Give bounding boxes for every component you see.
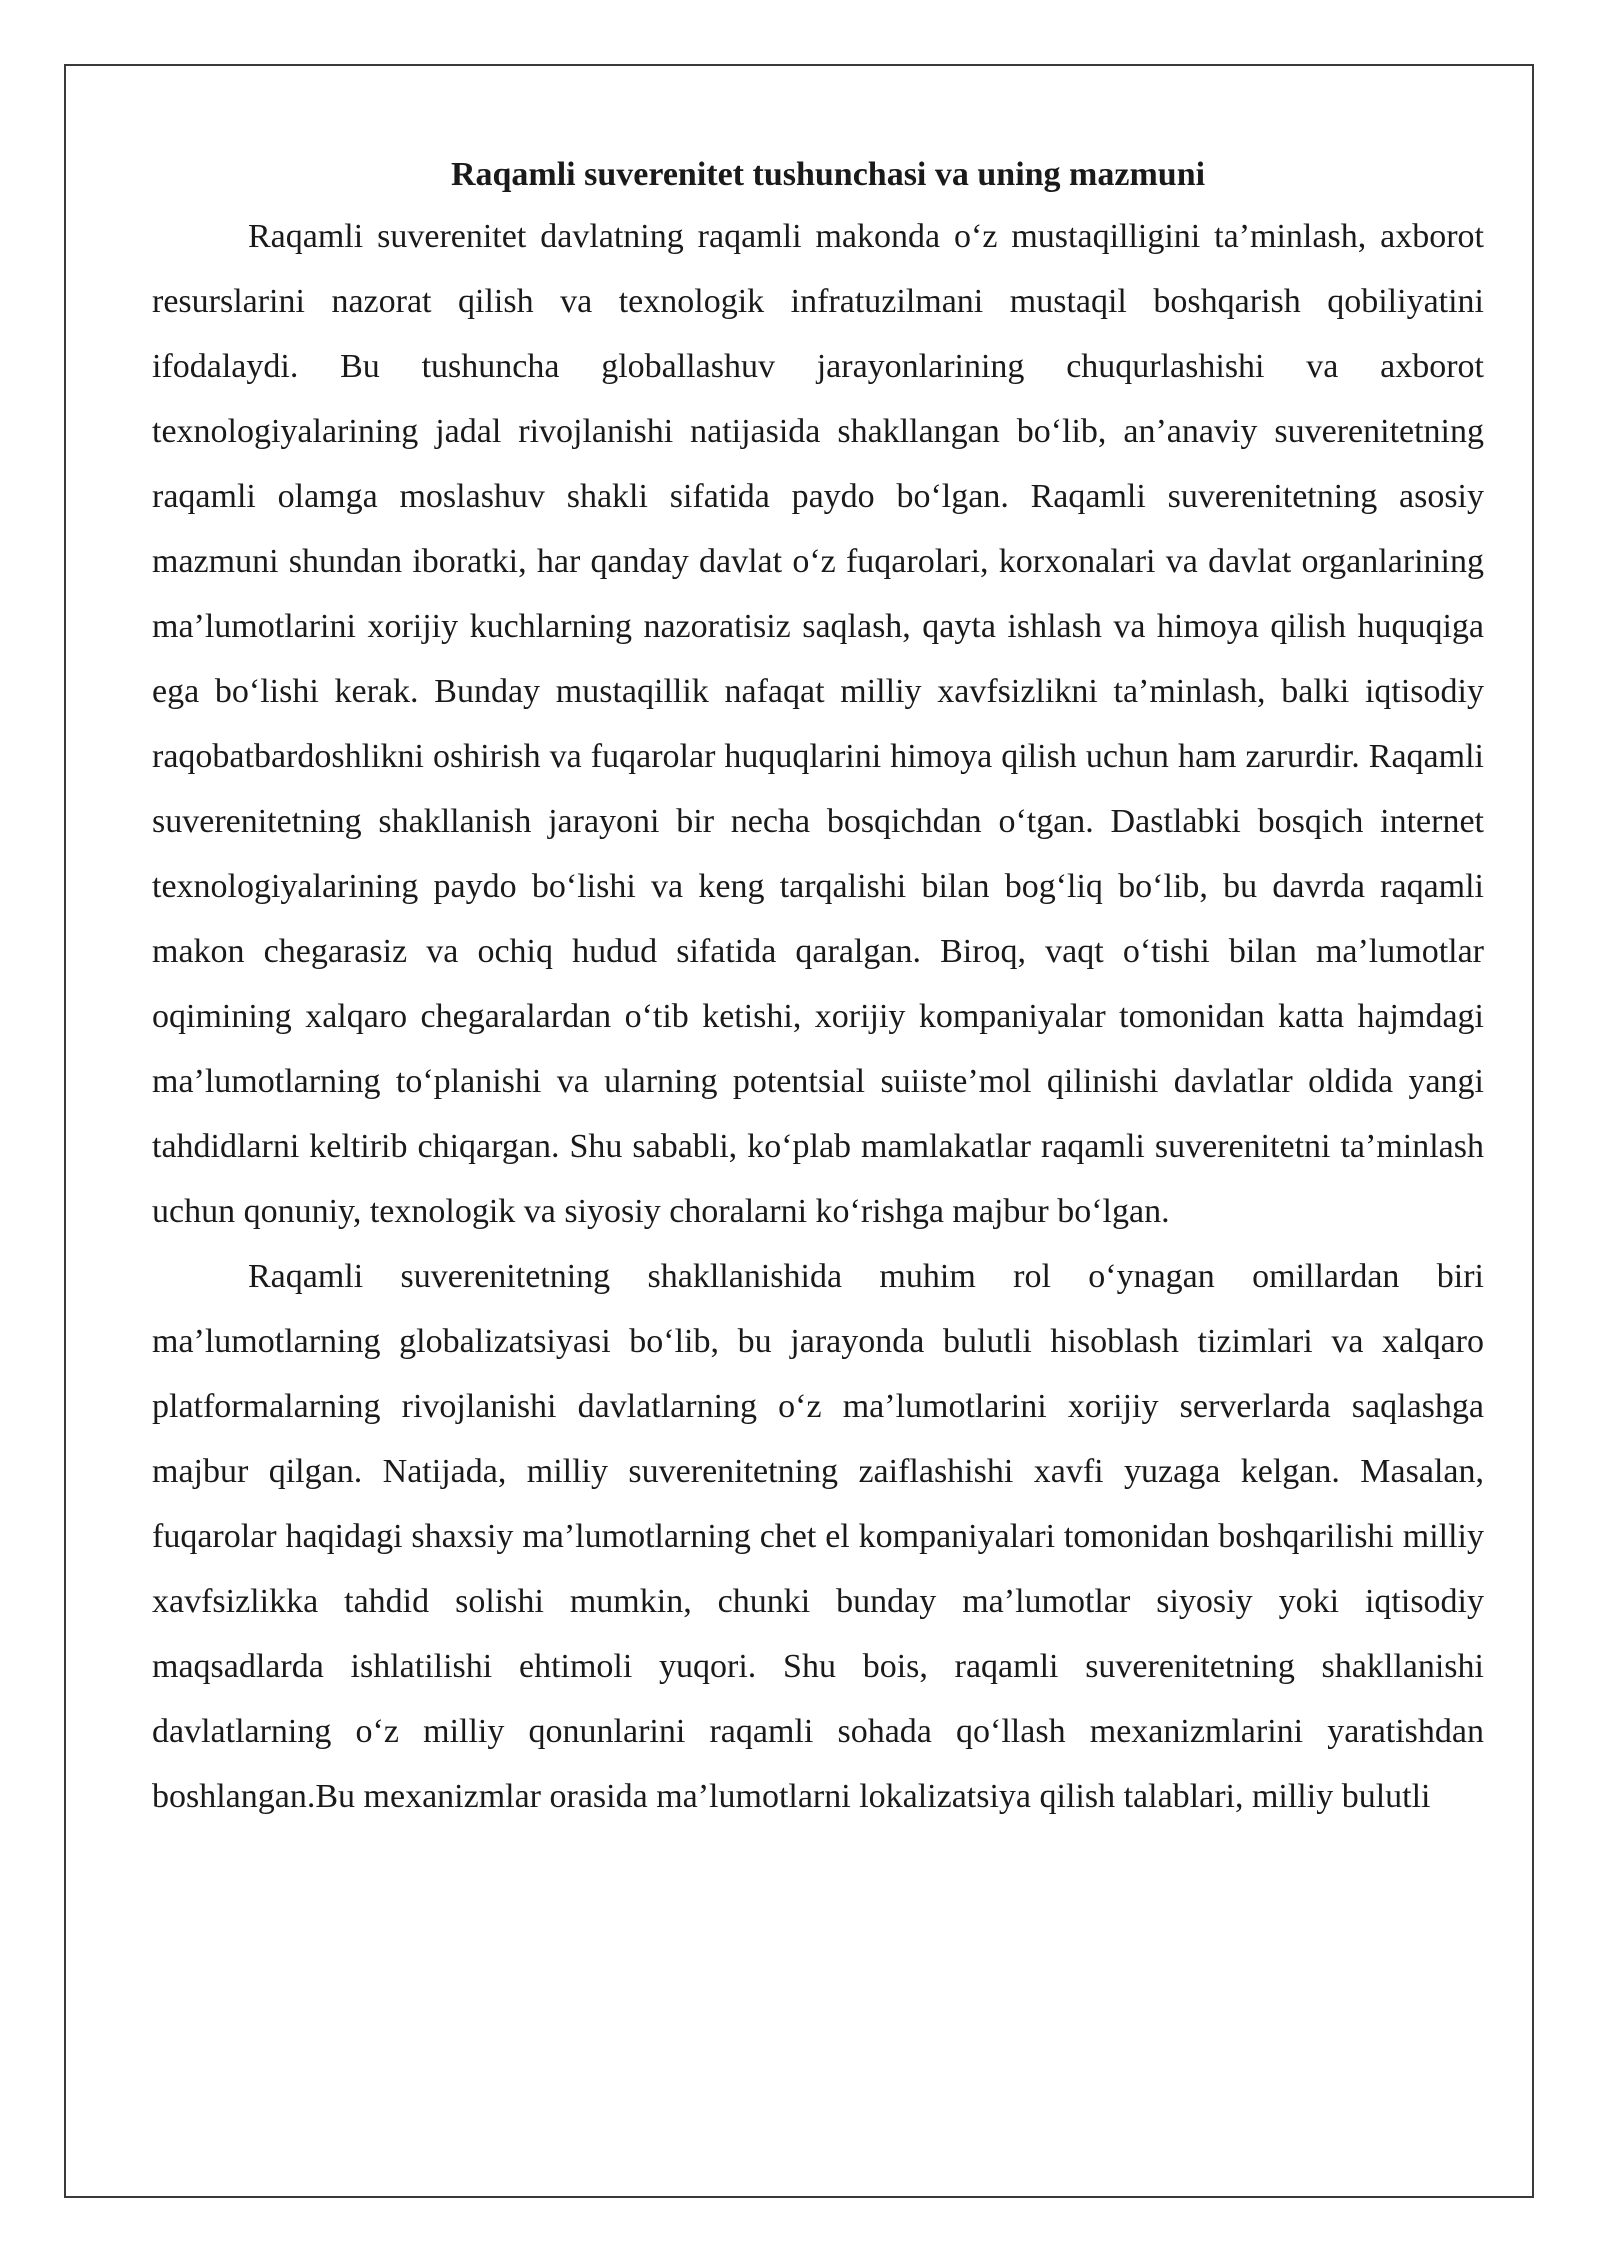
paragraph-1: Raqamli suverenitet davlatning raqamli makonda o‘z mustaqilligini ta’minlash, axborot resurslarini nazorat qilish va texnologik infratuzilmani mustaqil boshqarish qobiliyatini ifodalaydi. Bu tushuncha globallashuv jarayonlarining chuqurlashishi va axborot texnologiyalarining jadal rivojlanishi natijasida shakllangan bo‘lib, an’anaviy suverenitetning raqamli olamga moslashuv shakli sifatida paydo bo‘lgan. Raqamli suverenitetning asosiy mazmuni shundan iboratki, har qanday davlat o‘z fuqarolari, korxonalari va davlat organlarining ma’lumotlarini xorijiy kuchlarning nazoratisiz saqlash, qayta ishlash va himoya qilish huquqiga ega bo‘lishi kerak. Bunday mustaqillik nafaqat milliy xavfsizlikni ta’minlash, balki iqtisodiy raqobatbardoshlikni oshirish va fuqarolar huquqlarini himoya qilish uchun ham zarurdir. Raqamli suverenitetning shakllanish jarayoni bir necha bosqichdan o‘tgan. Dastlabki bosqich internet texnologiyalarining paydo bo‘lishi va keng tarqalishi bilan bog‘liq bo‘lib, bu davrda raqamli makon chegarasiz va ochiq hudud sifatida qaralgan. Biroq, vaqt o‘tishi bilan ma’lumotlar oqimining xalqaro chegaralardan o‘tib ketishi, xorijiy kompaniyalar tomonidan katta hajmdagi ma’lumotlarning to‘planishi va ularning potentsial suiiste’mol qilinishi davlatlar oldida yangi tahdidlarni keltirib chiqargan. Shu sababli, ko‘plab mamlakatlar raqamli suverenitetni ta’minlash uchun qonuniy, texnologik va siyosiy choralarni ko‘rishga majbur bo‘lgan. (152, 218, 1484, 1230)
paragraph-2: Raqamli suverenitetning shakllanishida muhim rol o‘ynagan omillardan biri ma’lumotlarning globalizatsiyasi bo‘lib, bu jarayonda bulutli hisoblash tizimlari va xalqaro platformalarning rivojlanishi davlatlarning o‘z ma’lumotlarini xorijiy serverlarda saqlashga majbur qilgan. Natijada, milliy suverenitetning zaiflashishi xavfi yuzaga kelgan. Masalan, fuqarolar haqidagi shaxsiy ma’lumotlarning chet el kompaniyalari tomonidan boshqarilishi milliy xavfsizlikka tahdid solishi mumkin, chunki bunday ma’lumotlar siyosiy yoki iqtisodiy maqsadlarda ishlatilishi ehtimoli yuqori. Shu bois, raqamli suverenitetning shakllanishi davlatlarning o‘z milliy qonunlarini raqamli sohada qo‘llash mexanizmlarini yaratishdan boshlangan.Bu mexanizmlar orasida ma’lumotlarni lokalizatsiya qilish talablari, milliy bulutli (152, 1258, 1484, 1815)
document-body (152, 146, 1484, 1829)
document-title: Raqamli suverenitet tushunchasi va uning mazmuni (450, 156, 1206, 193)
